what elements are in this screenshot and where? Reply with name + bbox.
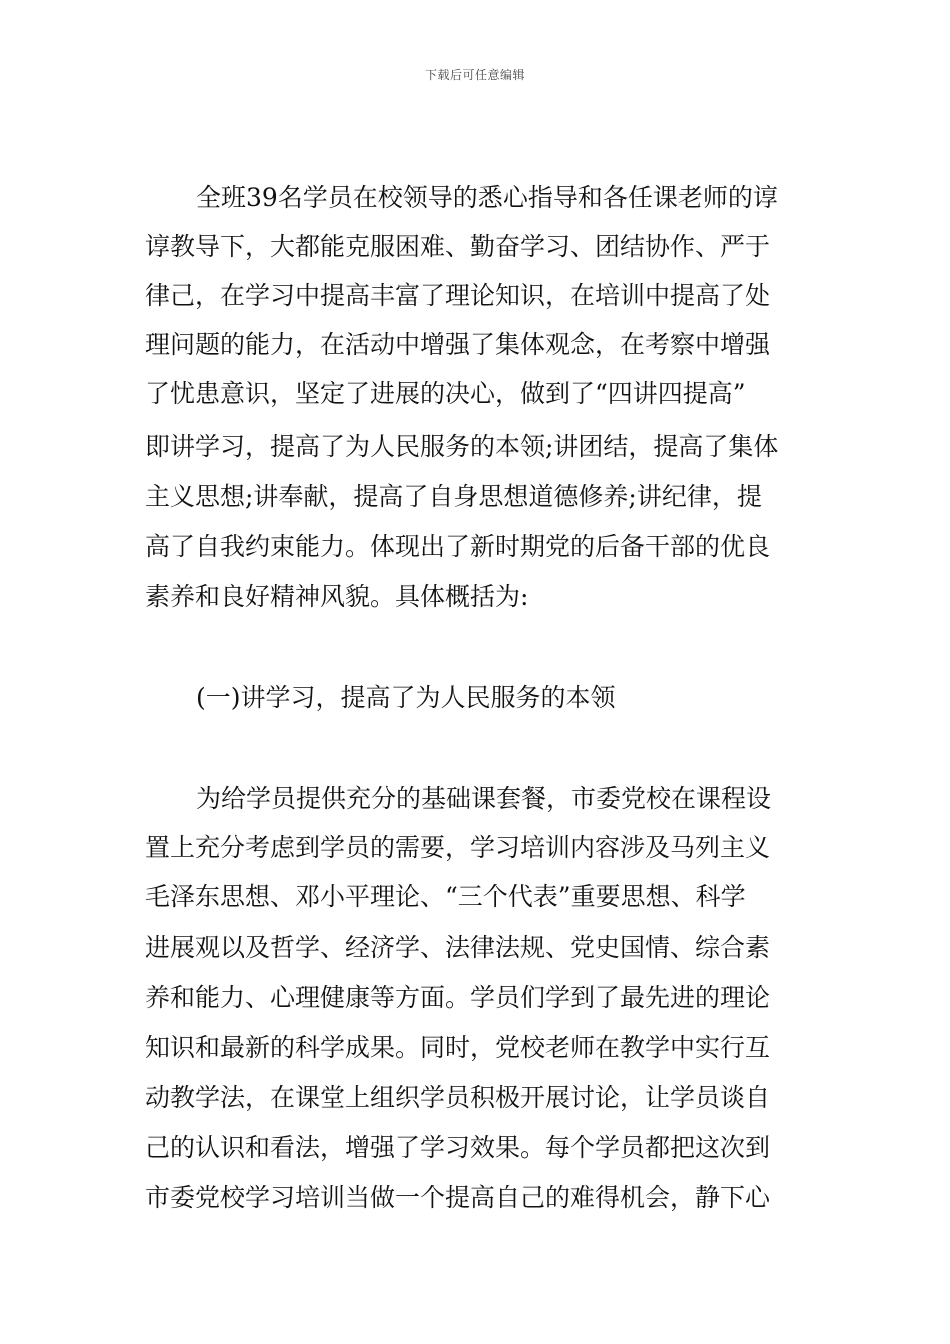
paragraph-2-line-7: 动教学法，在课堂上组织学员积极开展讨论，让学员谈自: [145, 1083, 771, 1112]
paragraph-2-line-2: 置上充分考虑到学员的需要，学习培训内容涉及马列主义: [145, 833, 771, 862]
paragraph-1-line-7: 主义思想;讲奉献，提高了自身思想道德修养;讲纪律，提: [145, 482, 762, 511]
section-heading: (一)讲学习，提高了为人民服务的本领: [196, 683, 616, 712]
paragraph-1-line-1: 全班39名学员在校领导的悉心指导和各任课老师的谆: [196, 183, 778, 212]
paragraph-1-line-5: 了忧患意识，坚定了进展的决心，做到了“四讲四提高”: [145, 379, 746, 408]
paragraph-2-line-3: 毛泽东思想、邓小平理论、“三个代表”重要思想、科学: [145, 882, 746, 911]
paragraph-2-line-5: 养和能力、心理健康等方面。学员们学到了最先进的理论: [145, 983, 771, 1012]
paragraph-2-line-1: 为给学员提供充分的基础课套餐，市委党校在课程设: [196, 784, 772, 813]
paragraph-1-line-9: 素养和良好精神风貌。具体概括为:: [145, 582, 529, 611]
page-header: 下载后可任意编辑: [424, 68, 525, 82]
paragraph-1-line-8: 高了自我约束能力。体现出了新时期党的后备干部的优良: [145, 532, 771, 561]
paragraph-1-line-6: 即讲学习，提高了为人民服务的本领;讲团结，提高了集体: [145, 432, 779, 461]
paragraph-1-line-2: 谆教导下，大都能克服困难、勤奋学习、团结协作、严于: [145, 232, 771, 261]
paragraph-1-line-3: 律己，在学习中提高丰富了理论知识，在培训中提高了处: [145, 281, 771, 310]
paragraph-1-line-4: 理问题的能力，在活动中增强了集体观念，在考察中增强: [145, 330, 771, 359]
paragraph-2-line-9: 市委党校学习培训当做一个提高自己的难得机会，静下心: [145, 1183, 771, 1212]
paragraph-2-line-8: 己的认识和看法，增强了学习效果。每个学员都把这次到: [145, 1133, 771, 1162]
paragraph-2-line-4: 进展观以及哲学、经济学、法律法规、党史国情、综合素: [145, 933, 771, 962]
paragraph-2-line-6: 知识和最新的科学成果。同时，党校老师在教学中实行互: [145, 1033, 771, 1062]
